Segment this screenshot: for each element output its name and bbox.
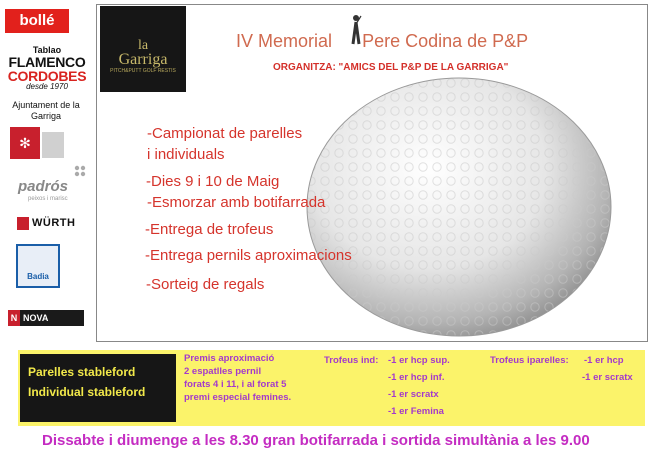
title-part1: IV Memorial	[236, 31, 333, 51]
nova-label: NOVA IMATGE	[8, 313, 49, 339]
tablao-line1: Tablao	[32, 45, 62, 55]
program-item: -Entrega pernils aproximacions	[145, 247, 352, 264]
garriga-crest-icon	[10, 127, 40, 159]
modality-individual: Individual stableford	[28, 385, 146, 399]
program-item: i individuals	[147, 146, 225, 163]
golfer-icon	[350, 14, 362, 50]
trofeus-ind-item: -1 er hcp inf.	[388, 372, 445, 383]
title-part2: Pere Codina de P&P	[362, 31, 529, 51]
program-item: -Esmorzar amb botifarrada	[147, 194, 326, 211]
trofeus-ind-item: -1 er scratx	[388, 389, 439, 400]
trofeus-parelles-label: Trofeus iparelles:	[490, 355, 569, 366]
footer-schedule: Dissabte i diumenge a les 8.30 gran botifarrada i sortida simultània a les 9.00	[42, 432, 590, 449]
modalities-text	[28, 362, 145, 402]
organizer-label: ORGANITZA: "AMICS DEL P&P DE LA GARRIGA"	[273, 62, 509, 73]
trofeus-ind-item: -1 er hcp sup.	[388, 355, 450, 366]
badia-label: Badia	[27, 272, 49, 281]
nova-n-icon: N	[8, 310, 20, 326]
logo-line1: la	[137, 38, 149, 53]
ajuntament-label: Ajuntament de la Garriga	[12, 100, 80, 121]
trofeus-ind-item: -1 er Femina	[388, 406, 444, 417]
svg-text:✻: ✻	[19, 136, 31, 152]
tablao-line3: CORDOBES	[7, 68, 87, 84]
padros-logo: padrós	[18, 178, 69, 195]
program-item: -Entrega de trofeus	[145, 221, 274, 238]
tablao-line2: FLAMENCO	[8, 54, 86, 70]
nova-imatge-logo	[8, 310, 84, 339]
wurth-mark-icon	[17, 217, 29, 230]
premis-line: premi especial femines.	[184, 392, 292, 403]
program-item: -Campionat de parelles	[147, 125, 303, 142]
trofeus-ind-label: Trofeus ind:	[324, 355, 379, 366]
premis-line: Premis aproximació	[184, 353, 275, 364]
program-item: -Dies 9 i 10 de Maig	[146, 173, 280, 190]
badia-logo	[16, 244, 60, 288]
wurth-logo: WÜRTH	[32, 217, 76, 229]
premis-aproximacio	[184, 352, 291, 404]
logo-line2: Garriga	[118, 51, 168, 68]
padros-dots-icon	[74, 165, 88, 179]
crest-side-block	[42, 132, 64, 158]
bolle-logo: bollé	[5, 9, 69, 33]
event-title	[236, 31, 528, 52]
padros-subtitle: peixos i marisc	[28, 196, 68, 202]
logo-line3: PITCH&PUTT GOLF RESTIS	[110, 68, 176, 74]
trofeus-parelles-item: -1 er hcp	[584, 355, 624, 366]
golf-ball-image	[304, 76, 614, 338]
tablao-flamenco-logo	[4, 46, 90, 91]
la-garriga-golf-logo	[100, 6, 186, 92]
tablao-line4: desde 1970	[26, 82, 68, 91]
trofeus-parelles-item: -1 er scratx	[582, 372, 633, 383]
program-item: -Sorteig de regals	[146, 276, 265, 293]
premis-line: 2 espatlles pernil	[184, 366, 262, 377]
modality-parelles: Parelles stableford	[28, 365, 136, 379]
premis-line: forats 4 i 11, i al forat 5	[184, 379, 287, 390]
